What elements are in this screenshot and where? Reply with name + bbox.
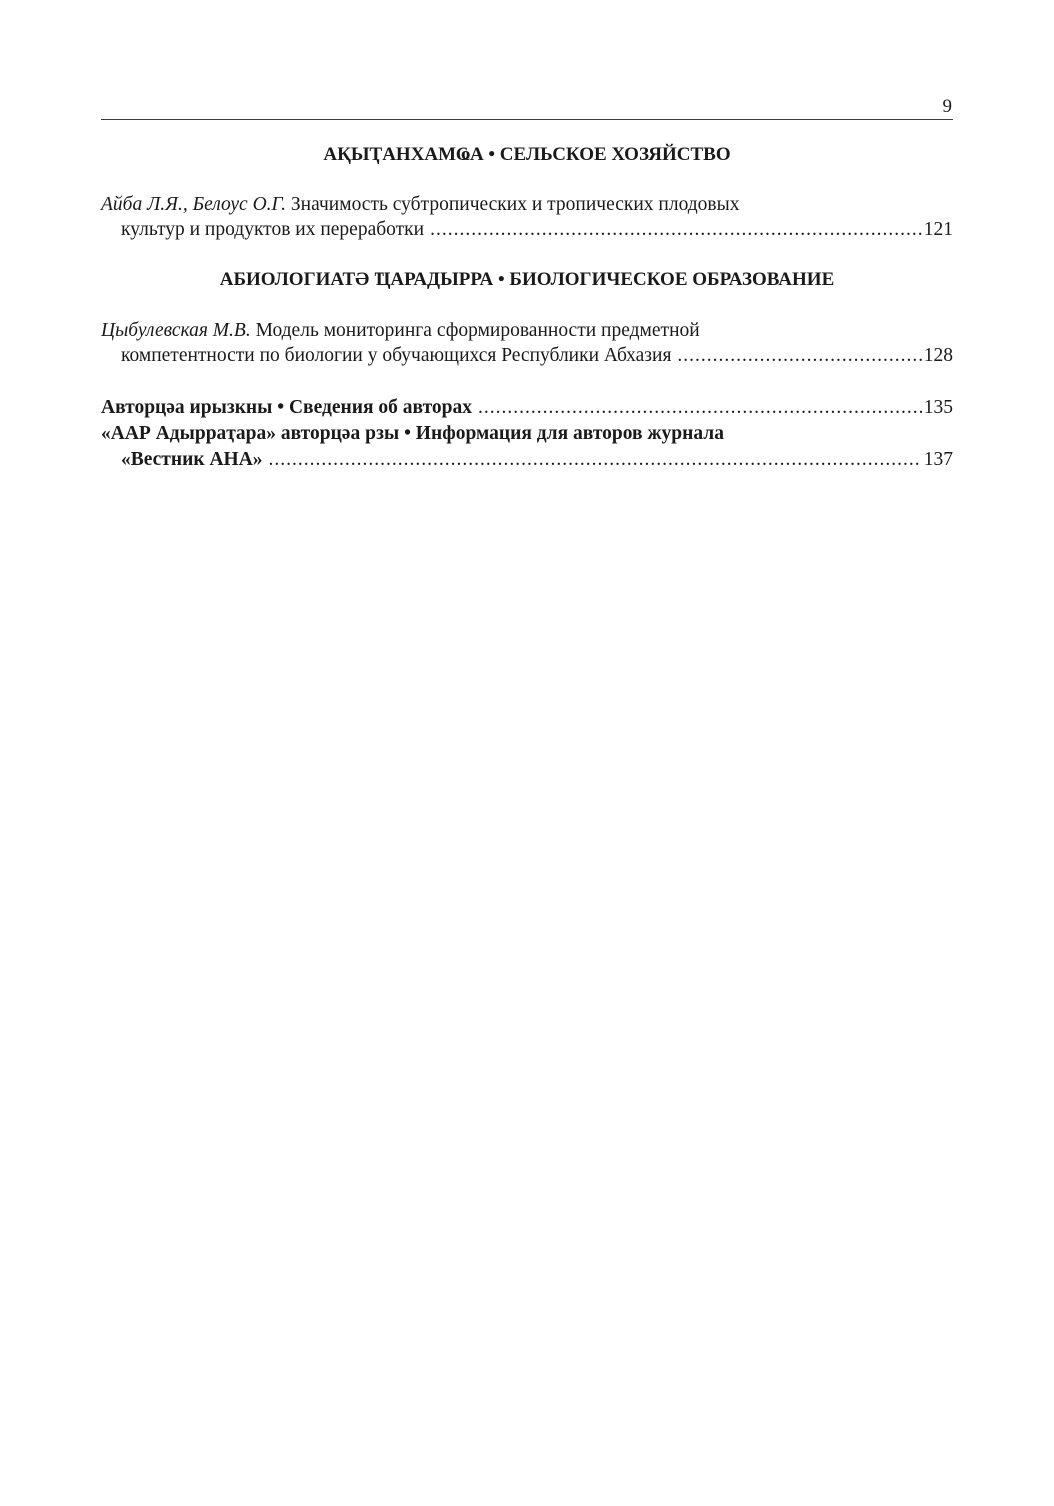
toc-entry-line <box>101 192 953 218</box>
toc-entry-line-continued <box>121 343 953 369</box>
entry-title-continued: компетентности по биологии у обучающихся Республики Абхазия <box>121 345 672 366</box>
entry-authors: Цыбулевская М.В. <box>101 320 251 341</box>
entry-authors: Айба Л.Я., Белоус О.Г. <box>101 194 287 215</box>
entry-page: 121 <box>923 219 953 240</box>
entry-page: 137 <box>923 449 953 470</box>
dot-leader <box>478 395 922 421</box>
toc-entry-line-continued <box>121 217 953 243</box>
toc-entry-authors-info <box>101 395 953 421</box>
dot-leader <box>677 343 921 369</box>
section-title-agriculture: АҚЫҬАНХАМҨА • СЕЛЬСКОЕ ХОЗЯЙСТВО <box>323 144 731 165</box>
entry-title: Модель мониторинга сформированности предметной <box>255 320 700 341</box>
entry-title: Авторцәа ирызкны • Сведения об авторах <box>101 397 472 418</box>
entry-title-continued: «Вестник АНА» <box>121 449 263 470</box>
toc-entry-author-guidelines-continued <box>121 447 953 473</box>
dot-leader <box>430 217 922 243</box>
entry-title-continued: культур и продуктов их переработки <box>121 219 425 240</box>
header-rule <box>101 119 953 120</box>
entry-page: 135 <box>923 397 953 418</box>
toc-entry-line <box>101 318 953 344</box>
entry-page: 128 <box>923 345 953 366</box>
toc-entry-author-guidelines <box>101 421 953 447</box>
dot-leader <box>269 447 922 473</box>
page-number: 9 <box>942 96 952 117</box>
section-title-biology-education: АБИОЛОГИАТӘ ҴАРАДЫРРА • БИОЛОГИЧЕСКОЕ ОБРАЗОВАНИЕ <box>219 269 835 290</box>
entry-title: «ААР Адырраҭара» авторцәа рзы • Информация для авторов журнала <box>101 423 724 444</box>
entry-title: Значимость субтропических и тропических плодовых <box>290 194 740 215</box>
